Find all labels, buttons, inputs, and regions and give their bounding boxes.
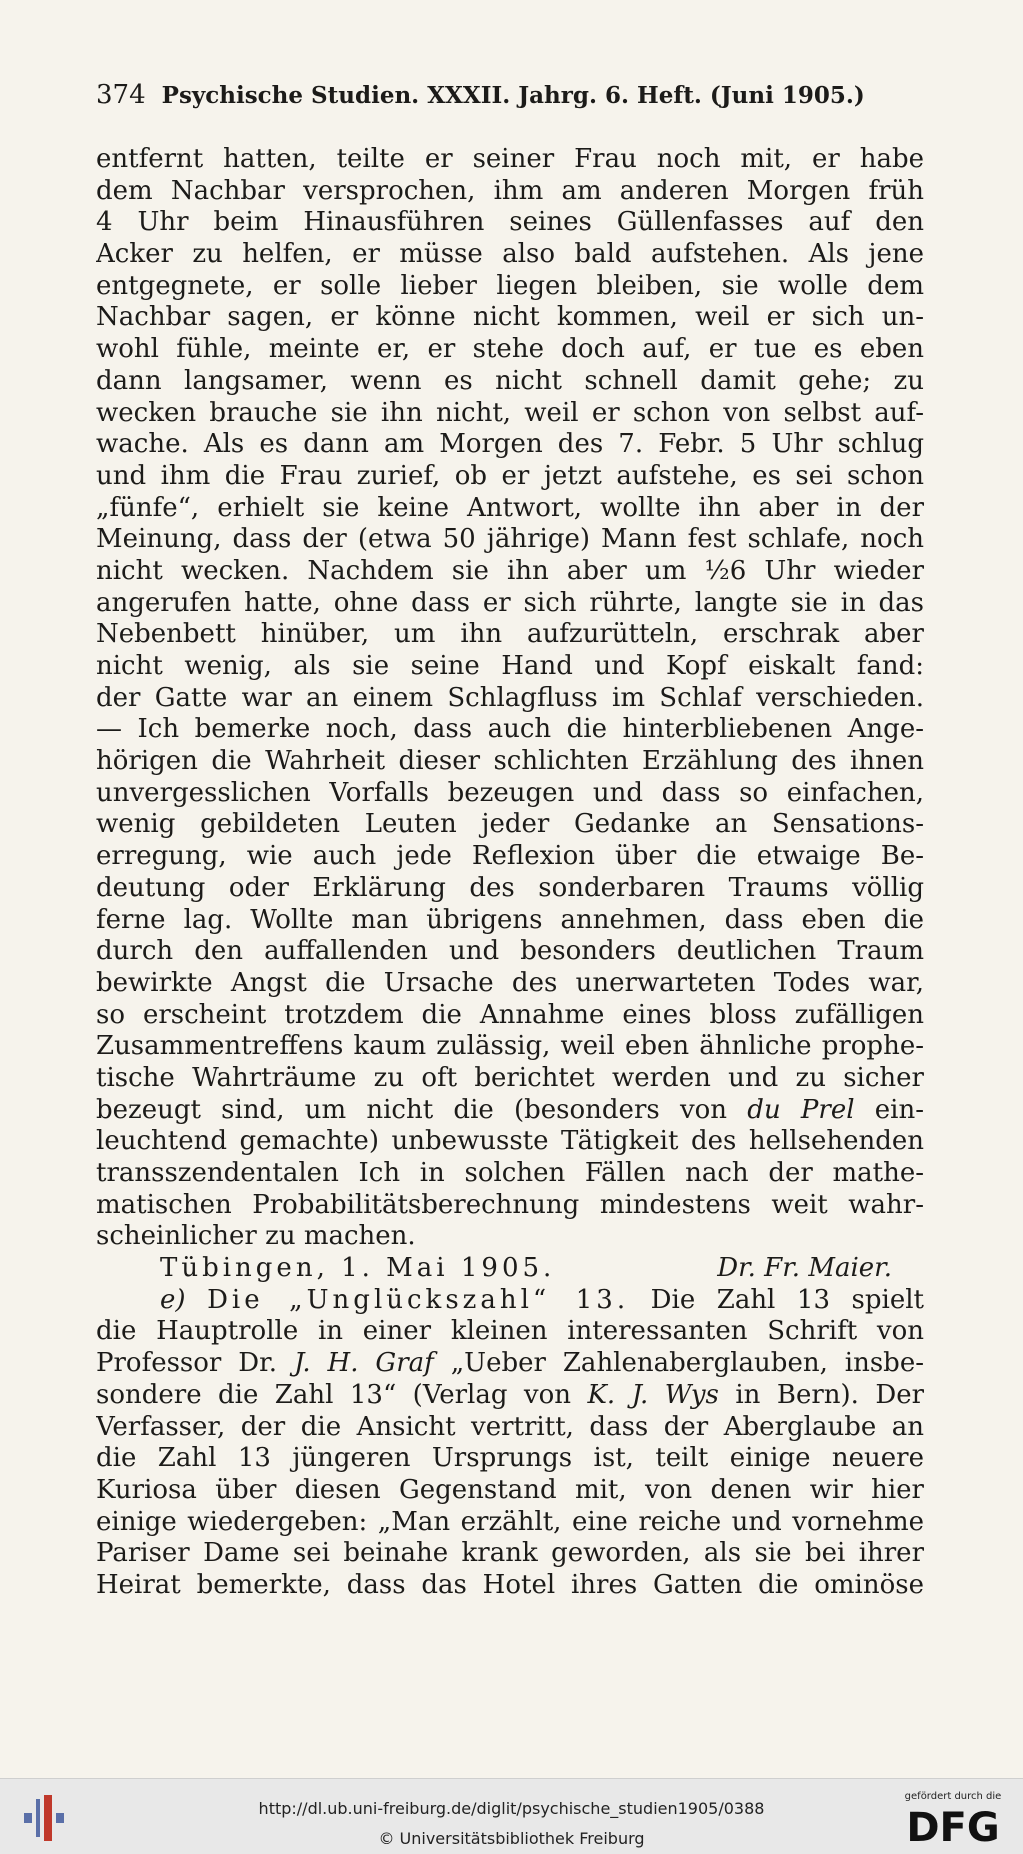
text-span: „Ueber Zahlenaberglauben, insbe- [450, 1348, 924, 1379]
text-line: Nebenbett hinüber, um ihn aufzurütteln, erschrak aber [96, 619, 924, 650]
text-span: in Bern). Der [735, 1379, 924, 1410]
copyright-notice: © Universitätsbibliothek Freiburg [378, 1829, 645, 1848]
text-line-mixed [96, 1380, 924, 1412]
text-line: transszendentalen Ich in solchen Fällen nach der mathe- [96, 1158, 924, 1188]
text-line: leuchtend gemachte) unbewusste Tätigkeit des hellsehenden [96, 1126, 924, 1157]
text-line: wenig gebildeten Leuten jeder Gedanke an Sensations- [96, 809, 924, 840]
section-marker: e) [160, 1284, 186, 1315]
text-line: so erscheint trotzdem die Annahme eines bloss zufälligen [96, 999, 924, 1030]
text-line: wache. Als es dann am Morgen des 7. Febr. 5 Uhr schlug [96, 429, 924, 460]
viewer-footer [0, 1778, 1023, 1854]
text-line: bewirkte Angst die Ursache des unerwarteten Todes war, [96, 967, 924, 998]
text-span: sondere die Zahl 13“ (Verlag von [96, 1379, 572, 1410]
text-line: Pariser Dame sei beinahe krank geworden, als sie bei ihrer [96, 1538, 924, 1569]
section-e-heading-line [96, 1285, 924, 1317]
text-line-mixed [96, 1348, 924, 1380]
text-line: hörigen die Wahrheit dieser schlichten Erzählung des ihnen [96, 746, 924, 777]
text-line: angerufen hatte, ohne dass er sich rührte, langte sie in das [96, 587, 924, 618]
text-line: entgegnete, er solle lieber liegen bleiben, sie wolle dem [96, 270, 924, 301]
text-line: scheinlicher zu machen. [96, 1221, 416, 1252]
text-line: tische Wahrträume zu oft berichtet werden und zu sicher [96, 1062, 924, 1093]
signature-line [96, 1253, 924, 1285]
page-number: 374 [96, 80, 146, 110]
signature-place-date: Tübingen, 1. Mai 1905. [160, 1253, 556, 1284]
text-line: einige wiedergeben: „Man erzählt, eine reiche und vornehme [96, 1506, 924, 1537]
running-header [96, 80, 926, 116]
text-line: „fünfe“, erhielt sie keine Antwort, wollte ihn aber in der [96, 492, 924, 523]
text-line: und ihm die Frau zurief, ob er jetzt aufstehe, es sei schon [96, 460, 924, 491]
text-line: matischen Probabilitätsberechnung mindestens weit wahr- [96, 1189, 924, 1220]
dfg-logo-text: DFG [906, 1805, 1000, 1847]
text-line-mixed [96, 1095, 924, 1127]
text-line: Verfasser, der die Ansicht vertritt, dass der Aberglaube an [96, 1411, 924, 1442]
text-line: Acker zu helfen, er müsse also bald aufstehen. Als jene [96, 239, 924, 270]
text-line: nicht wenig, als sie seine Hand und Kopf eiskalt fand: [96, 651, 924, 681]
text-line: Kuriosa über diesen Gegenstand mit, von denen wir hier [96, 1474, 924, 1505]
source-url-link[interactable]: http://dl.ub.uni-freiburg.de/diglit/psychische_studien1905/0388 [258, 1799, 765, 1818]
section-title: Die „Unglückszahl“ 13. [207, 1284, 630, 1315]
text-line: erregung, wie auch jede Reflexion über die etwaige Be- [96, 841, 924, 872]
body-text [96, 144, 924, 1602]
author-name-graf: J. H. Graf [293, 1348, 434, 1379]
text-span: bezeugt sind, um nicht die (besonders von [96, 1094, 728, 1125]
text-line: Zusammentreffens kaum zulässig, weil eben ähnliche prophe- [96, 1031, 924, 1062]
text-line: nicht wecken. Nachdem sie ihn aber um ½6 Uhr wieder [96, 555, 924, 586]
text-line: die Zahl 13 jüngeren Ursprungs ist, teilt einige neuere [96, 1443, 924, 1474]
text-line: wecken brauche sie ihn nicht, weil er schon von selbst auf- [96, 397, 924, 428]
running-title: Psychische Studien. XXXII. Jahrg. 6. Heft. (Juni 1905.) [161, 82, 865, 109]
publisher-name: K. J. Wys [587, 1379, 719, 1410]
text-span: Die Zahl 13 spielt [650, 1284, 924, 1315]
text-line: dann langsamer, wenn es nicht schnell damit gehe; zu [96, 365, 924, 396]
text-line: Nachbar sagen, er könne nicht kommen, weil er sich un- [96, 302, 924, 333]
text-line: unvergesslichen Vorfalls bezeugen und dass so einfachen, [96, 777, 924, 808]
text-span: ein- [874, 1094, 924, 1125]
dfg-logo-icon [897, 1803, 1009, 1847]
text-line: die Hauptrolle in einer kleinen interessanten Schrift von [96, 1316, 924, 1347]
text-line: Heirat bemerkte, dass das Hotel ihres Gatten die ominöse [96, 1569, 924, 1600]
text-line: deutung oder Erklärung des sonderbaren Traums völlig [96, 872, 924, 903]
text-line: dem Nachbar versprochen, ihm am anderen Morgen früh [96, 175, 924, 206]
text-span: Professor Dr. [96, 1348, 277, 1379]
author-name-du-prel: du Prel [747, 1094, 855, 1125]
text-line: entfernt hatten, teilte er seiner Frau noch mit, er habe [96, 144, 924, 174]
text-line: wohl fühle, meinte er, er stehe doch auf, er tue es eben [96, 334, 924, 365]
text-line: ferne lag. Wollte man übrigens annehmen, dass eben die [96, 904, 924, 935]
signature-author: Dr. Fr. Maier. [717, 1253, 892, 1284]
dfg-tagline: gefördert durch die [904, 1791, 1002, 1802]
text-line: — Ich bemerke noch, dass auch die hinterbliebenen Ange- [96, 714, 924, 745]
text-line: 4 Uhr beim Hinausführen seines Güllenfasses auf den [96, 207, 924, 238]
text-line: der Gatte war an einem Schlagfluss im Schlaf verschieden. [96, 682, 924, 713]
text-line: durch den auffallenden und besonders deutlichen Traum [96, 936, 924, 967]
text-line: Meinung, dass der (etwa 50 jährige) Mann fest schlafe, noch [96, 524, 924, 555]
